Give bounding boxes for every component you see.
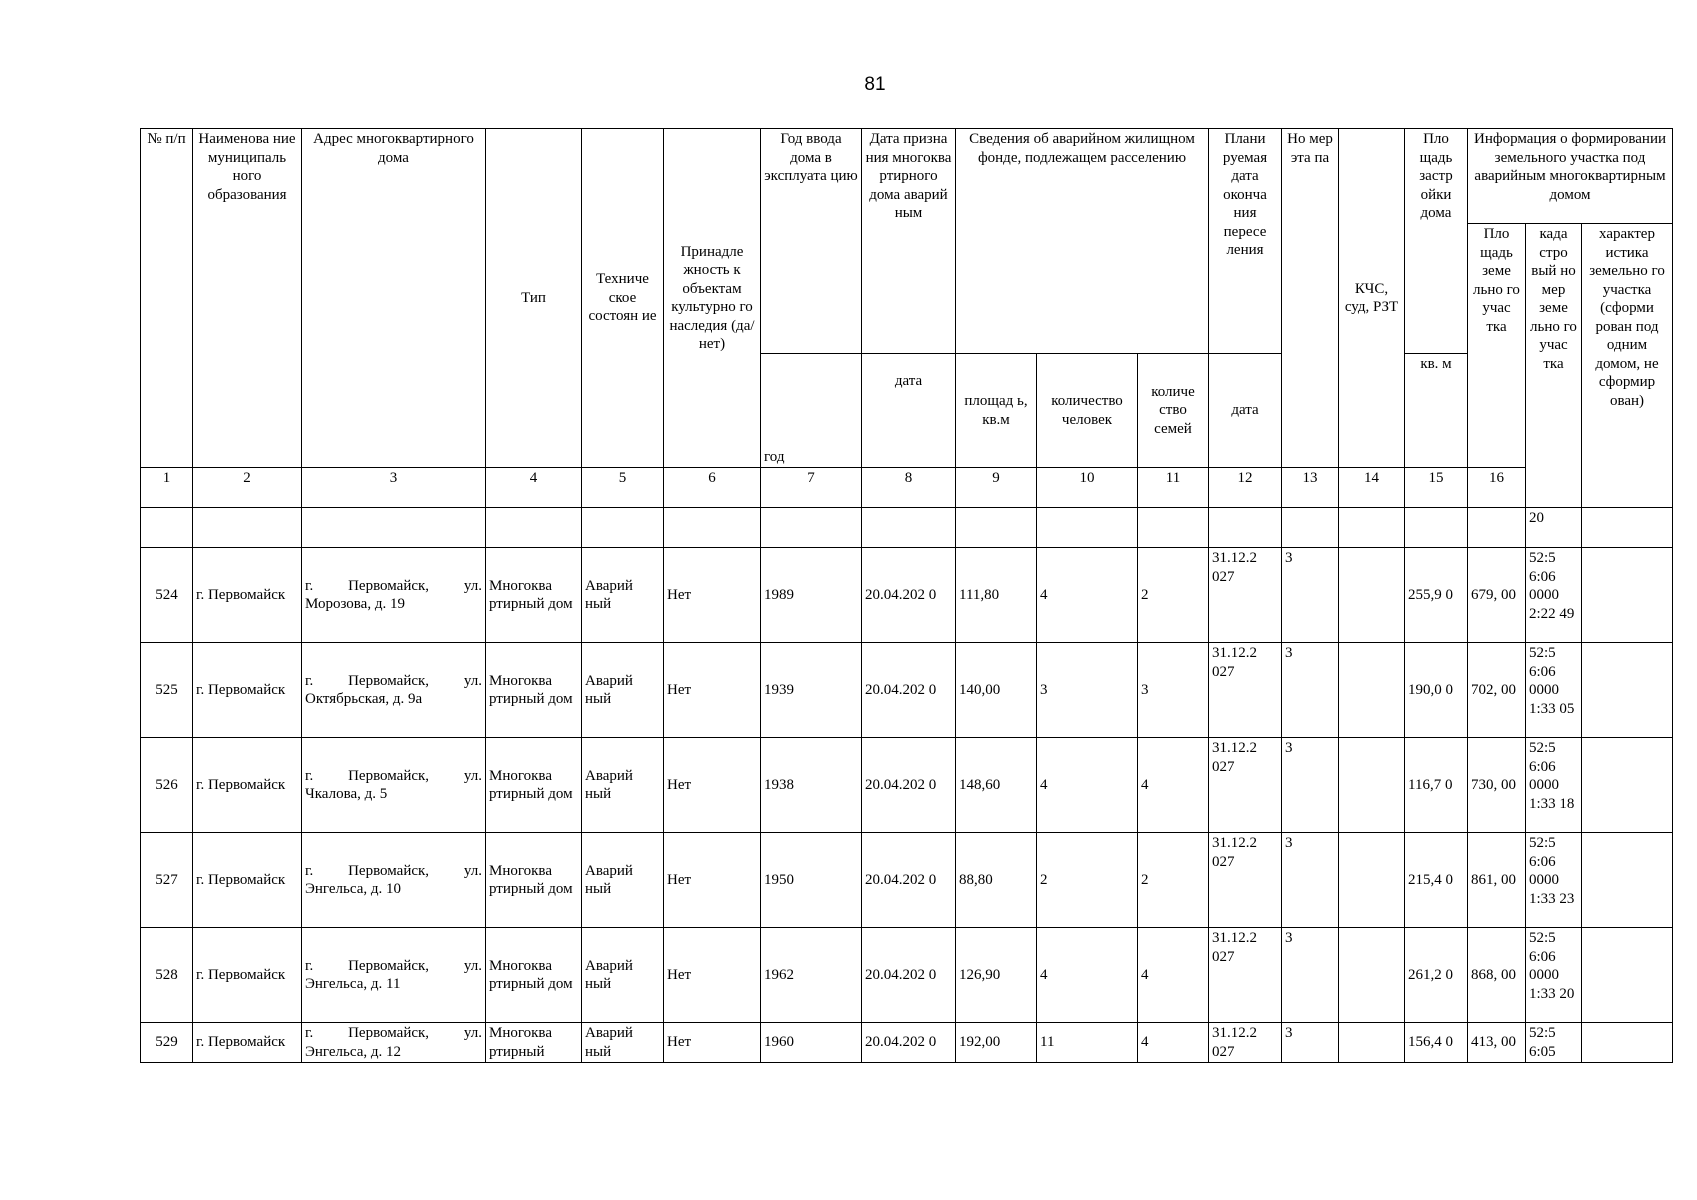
header-unit-planned-date: дата: [1209, 354, 1282, 468]
municipality-cell: г. Первомайск: [193, 833, 302, 928]
address-line-2: Энгельса, д. 12: [305, 1043, 401, 1060]
heritage-cell: Нет: [664, 1023, 761, 1063]
families-cell: 2: [1138, 548, 1209, 643]
address-line-2: Октябрьская, д. 9а: [305, 691, 423, 707]
planned-date-cell: 31.12.2 027: [1209, 833, 1282, 928]
row-number: 528: [141, 928, 193, 1023]
address-cell: [302, 1023, 486, 1063]
people-cell: 2: [1037, 833, 1138, 928]
column-number: 14: [1339, 468, 1405, 508]
address-line-2: Морозова, д. 19: [305, 596, 405, 612]
kchs-cell: [1339, 1023, 1405, 1063]
address-cell: [302, 643, 486, 738]
emergency-housing-table: [140, 128, 1673, 1063]
year-cell: 1960: [761, 1023, 862, 1063]
land-characteristic-cell: [1582, 928, 1673, 1023]
column-number: 1: [141, 468, 193, 508]
header-emergency-fund-group: Сведения об аварийном жилищном фонде, подлежащем расселению: [956, 129, 1209, 354]
table-row: [141, 833, 1673, 928]
header-land-area: Пло щадь земе льно го учас тка: [1468, 224, 1526, 468]
cadastral-cell: 52:5 6:06 0000 1:33 20: [1526, 928, 1582, 1023]
address-line-1: г. Первомайск, ул.: [305, 767, 482, 784]
emergency-date-cell: 20.04.202 0: [862, 548, 956, 643]
header-building-area: Пло щадь застр ойки дома: [1405, 129, 1468, 354]
type-cell: Многоква ртирный дом: [486, 833, 582, 928]
land-area-cell: 730, 00: [1468, 738, 1526, 833]
address-line-1: г. Первомайск, ул.: [305, 672, 482, 689]
column-number: 9: [956, 468, 1037, 508]
heritage-cell: Нет: [664, 928, 761, 1023]
families-cell: 4: [1138, 738, 1209, 833]
stage-cell: 3: [1282, 548, 1339, 643]
cadastral-cell: 52:5 6:06 0000 2:22 49: [1526, 548, 1582, 643]
families-cell: 4: [1138, 1023, 1209, 1063]
area-cell: 140,00: [956, 643, 1037, 738]
header-land-characteristic: характер истика земельно го участка (сформи рован под одним домом, не сформир ован): [1582, 224, 1673, 508]
land-area-cell: 861, 00: [1468, 833, 1526, 928]
column-number: 3: [302, 468, 486, 508]
state-cell: Аварий ный: [582, 833, 664, 928]
land-area-cell: 679, 00: [1468, 548, 1526, 643]
header-row-top: [141, 129, 1673, 224]
header-technical-state: Техниче ское состоян ие: [582, 129, 664, 468]
header-commission-year: Год ввода дома в эксплуата цию: [761, 129, 862, 354]
people-cell: 11: [1037, 1023, 1138, 1063]
planned-date-cell: 31.12.2 027: [1209, 548, 1282, 643]
building-area-cell: 190,0 0: [1405, 643, 1468, 738]
row-number: 524: [141, 548, 193, 643]
column-number: 5: [582, 468, 664, 508]
column-number: 7: [761, 468, 862, 508]
land-area-cell: 702, 00: [1468, 643, 1526, 738]
cadastral-cell: 52:5 6:06 0000 1:33 23: [1526, 833, 1582, 928]
heritage-cell: Нет: [664, 643, 761, 738]
address-cell: [302, 833, 486, 928]
header-unit-sqm: кв. м: [1405, 354, 1468, 468]
year-cell: 1962: [761, 928, 862, 1023]
year-cell: 1989: [761, 548, 862, 643]
type-cell: Многоква ртирный дом: [486, 928, 582, 1023]
planned-date-cell: 31.12.2 027: [1209, 738, 1282, 833]
kchs-cell: [1339, 548, 1405, 643]
kchs-cell: [1339, 738, 1405, 833]
data-rows: [141, 548, 1673, 1063]
families-cell: 4: [1138, 928, 1209, 1023]
type-cell: Многоква ртирный дом: [486, 548, 582, 643]
area-cell: 111,80: [956, 548, 1037, 643]
people-cell: 3: [1037, 643, 1138, 738]
area-cell: 192,00: [956, 1023, 1037, 1063]
year-cell: 1938: [761, 738, 862, 833]
row-number: 527: [141, 833, 193, 928]
column-numbers-row: [141, 468, 1673, 508]
address-line-1: г. Первомайск, ул.: [305, 1025, 482, 1041]
state-cell: Аварий ный: [582, 548, 664, 643]
page-number: 81: [864, 74, 886, 95]
cadastral-cell: 52:5 6:06 0000 1:33 18: [1526, 738, 1582, 833]
table-row: [141, 928, 1673, 1023]
planned-date-cell: 31.12.2 027: [1209, 928, 1282, 1023]
header-type: Тип: [486, 129, 582, 468]
continuation-cadastral: 20: [1526, 508, 1582, 548]
header-cadastral-number: када стро вый но мер земе льно го учас тка: [1526, 224, 1582, 508]
year-cell: 1939: [761, 643, 862, 738]
column-number: 13: [1282, 468, 1339, 508]
kchs-cell: [1339, 833, 1405, 928]
header-families: количе ство семей: [1138, 354, 1209, 468]
header-kchs: КЧС, суд, РЗТ: [1339, 129, 1405, 468]
area-cell: 148,60: [956, 738, 1037, 833]
row-number: 525: [141, 643, 193, 738]
building-area-cell: 116,7 0: [1405, 738, 1468, 833]
address-line-1: г. Первомайск, ул.: [305, 577, 482, 594]
land-area-cell: 413, 00: [1468, 1023, 1526, 1063]
municipality-cell: г. Первомайск: [193, 928, 302, 1023]
table-row: [141, 548, 1673, 643]
building-area-cell: 255,9 0: [1405, 548, 1468, 643]
table-row: [141, 643, 1673, 738]
municipality-cell: г. Первомайск: [193, 738, 302, 833]
header-municipality: Наименова ние муниципаль ного образования: [193, 129, 302, 468]
column-number: 8: [862, 468, 956, 508]
address-line-2: Энгельса, д. 10: [305, 881, 401, 897]
stage-cell: 3: [1282, 928, 1339, 1023]
column-number: 2: [193, 468, 302, 508]
continuation-row: [141, 508, 1673, 548]
address-cell: [302, 548, 486, 643]
type-cell: Многоква ртирный: [486, 1023, 582, 1063]
column-number: 4: [486, 468, 582, 508]
stage-cell: 3: [1282, 643, 1339, 738]
emergency-date-cell: 20.04.202 0: [862, 643, 956, 738]
planned-date-cell: 31.12.2 027: [1209, 1023, 1282, 1063]
column-number: 15: [1405, 468, 1468, 508]
people-cell: 4: [1037, 928, 1138, 1023]
land-area-cell: 868, 00: [1468, 928, 1526, 1023]
header-heritage: Принадле жность к объектам культурно го наследия (да/нет): [664, 129, 761, 468]
address-cell: [302, 738, 486, 833]
kchs-cell: [1339, 643, 1405, 738]
header-address: Адрес многоквартирного дома: [302, 129, 486, 468]
cadastral-cell: 52:5 6:06 0000 1:33 05: [1526, 643, 1582, 738]
emergency-date-cell: 20.04.202 0: [862, 738, 956, 833]
stage-cell: 3: [1282, 1023, 1339, 1063]
address-line-1: г. Первомайск, ул.: [305, 957, 482, 974]
address-line-1: г. Первомайск, ул.: [305, 862, 482, 879]
building-area-cell: 156,4 0: [1405, 1023, 1468, 1063]
address-cell: [302, 928, 486, 1023]
row-number: 529: [141, 1023, 193, 1063]
people-cell: 4: [1037, 548, 1138, 643]
header-land-plot-group: Информация о формировании земельного участка под аварийным многоквартирным домом: [1468, 129, 1673, 224]
type-cell: Многоква ртирный дом: [486, 643, 582, 738]
emergency-date-cell: 20.04.202 0: [862, 833, 956, 928]
row-number: 526: [141, 738, 193, 833]
building-area-cell: 261,2 0: [1405, 928, 1468, 1023]
year-cell: 1950: [761, 833, 862, 928]
emergency-date-cell: 20.04.202 0: [862, 928, 956, 1023]
cadastral-cell: 52:5 6:05: [1526, 1023, 1582, 1063]
stage-cell: 3: [1282, 738, 1339, 833]
families-cell: 2: [1138, 833, 1209, 928]
header-people: количество человек: [1037, 354, 1138, 468]
heritage-cell: Нет: [664, 738, 761, 833]
header-unit-year: год: [761, 354, 862, 468]
column-number: 10: [1037, 468, 1138, 508]
stage-cell: 3: [1282, 833, 1339, 928]
kchs-cell: [1339, 928, 1405, 1023]
municipality-cell: г. Первомайск: [193, 643, 302, 738]
state-cell: Аварий ный: [582, 738, 664, 833]
header-stage: Но мер эта па: [1282, 129, 1339, 468]
column-number: 12: [1209, 468, 1282, 508]
land-characteristic-cell: [1582, 643, 1673, 738]
header-number: № п/п: [141, 129, 193, 468]
state-cell: Аварий ный: [582, 1023, 664, 1063]
header-area: площад ь, кв.м: [956, 354, 1037, 468]
area-cell: 126,90: [956, 928, 1037, 1023]
heritage-cell: Нет: [664, 548, 761, 643]
address-line-2: Энгельса, д. 11: [305, 976, 401, 992]
column-number: 11: [1138, 468, 1209, 508]
planned-date-cell: 31.12.2 027: [1209, 643, 1282, 738]
families-cell: 3: [1138, 643, 1209, 738]
municipality-cell: г. Первомайск: [193, 548, 302, 643]
state-cell: Аварий ный: [582, 643, 664, 738]
land-characteristic-cell: [1582, 548, 1673, 643]
emergency-date-cell: 20.04.202 0: [862, 1023, 956, 1063]
land-characteristic-cell: [1582, 738, 1673, 833]
state-cell: Аварий ный: [582, 928, 664, 1023]
building-area-cell: 215,4 0: [1405, 833, 1468, 928]
table-row: [141, 1023, 1673, 1063]
column-number: 16: [1468, 468, 1526, 508]
municipality-cell: г. Первомайск: [193, 1023, 302, 1063]
type-cell: Многоква ртирный дом: [486, 738, 582, 833]
table-row: [141, 738, 1673, 833]
people-cell: 4: [1037, 738, 1138, 833]
header-planned-date: Плани руемая дата оконча ния пересе ления: [1209, 129, 1282, 354]
header-emergency-date: Дата призна ния многоква ртирного дома аварий ным: [862, 129, 956, 354]
land-characteristic-cell: [1582, 833, 1673, 928]
heritage-cell: Нет: [664, 833, 761, 928]
area-cell: 88,80: [956, 833, 1037, 928]
address-line-2: Чкалова, д. 5: [305, 786, 388, 802]
header-unit-date: дата: [862, 354, 956, 468]
land-characteristic-cell: [1582, 1023, 1673, 1063]
column-number: 6: [664, 468, 761, 508]
